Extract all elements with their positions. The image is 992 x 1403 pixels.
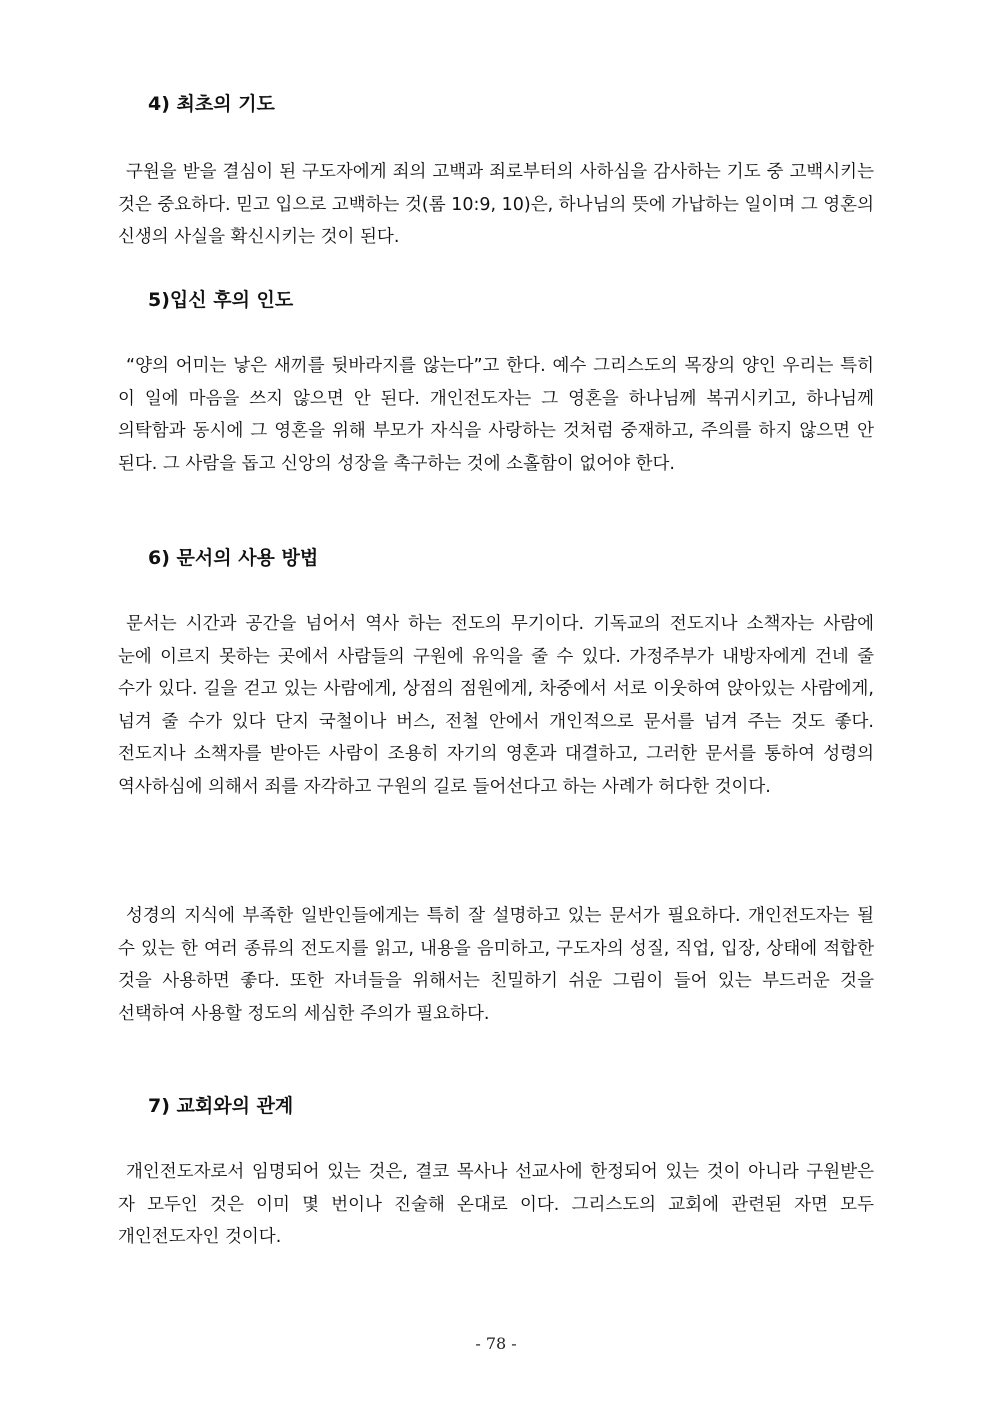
section-literature-use-body-1 <box>118 608 874 803</box>
page-number: - 78 - <box>475 1334 517 1353</box>
paragraph: 구원을 받을 결심이 된 구도자에게 죄의 고백과 죄로부터의 사하심을 감사하는 기도 중 고백시키는 것은 중요하다. 믿고 입으로 고백하는 것(롬 10:9, 10)은, 하나님의 뜻에 가납하는 일이며 그 영혼의 신생의 사실을 확신시키는 것이 된다. <box>118 162 874 247</box>
section-after-conversion <box>118 284 874 316</box>
section-literature-use <box>118 542 874 574</box>
paragraph: 개인전도자로서 임명되어 있는 것은, 결코 목사나 선교사에 한정되어 있는 것이 아니라 구원받은 자 모두인 것은 이미 몇 번이나 진술해 온대로 이다. 그리스도의 교회에 관련된 자면 모두 개인전도자인 것이다. <box>118 1162 874 1247</box>
section-church-relation-body <box>118 1156 874 1254</box>
section-first-prayer-body <box>118 156 874 254</box>
section-heading: 4) 최초의 기도 <box>148 93 275 115</box>
section-heading: 6) 문서의 사용 방법 <box>148 547 319 569</box>
section-literature-use-body-2 <box>118 900 874 1030</box>
section-heading: 5)입신 후의 인도 <box>148 289 294 311</box>
paragraph: 성경의 지식에 부족한 일반인들에게는 특히 잘 설명하고 있는 문서가 필요하다. 개인전도자는 될 수 있는 한 여러 종류의 전도지를 읽고, 내용을 음미하고, 구도자의 성질, 직업, 입장, 상태에 적합한 것을 사용하면 좋다. 또한 자녀들을 위해서는 친밀하기 쉬운 그림이 들어 있는 부드러운 것을 선택하여 사용할 정도의 세심한 주의가 필요하다. <box>118 906 874 1024</box>
paragraph: “양의 어미는 낳은 새끼를 뒷바라지를 않는다”고 한다. 예수 그리스도의 목장의 양인 우리는 특히 이 일에 마음을 쓰지 않으면 안 된다. 개인전도자는 그 영혼을 하나님께 복귀시키고, 하나님께 의탁함과 동시에 그 영혼을 위해 부모가 자식을 사랑하는 것처럼 중재하고, 주의를 하지 않으면 안 된다. 그 사람을 돕고 신앙의 성장을 촉구하는 것에 소홀함이 없어야 한다. <box>118 356 874 474</box>
section-heading: 7) 교회와의 관계 <box>148 1095 294 1117</box>
section-church-relation <box>118 1090 874 1122</box>
paragraph: 문서는 시간과 공간을 넘어서 역사 하는 전도의 무기이다. 기독교의 전도지나 소책자는 사람에 눈에 이르지 못하는 곳에서 사람들의 구원에 유익을 줄 수 있다. 가정주부가 내방자에게 건네 줄 수가 있다. 길을 걷고 있는 사람에게, 상점의 점원에게, 차중에서 서로 이웃하여 앉아있는 사람에게, 넘겨 줄 수가 있다 단지 국철이나 버스, 전철 안에서 개인적으로 문서를 넘겨 주는 것도 좋다. 전도지나 소책자를 받아든 사람이 조용히 자기의 영혼과 대결하고, 그러한 문서를 통하여 성령의 역사하심에 의해서 죄를 자각하고 구원의 길로 들어선다고 하는 사례가 허다한 것이다. <box>118 614 874 797</box>
section-after-conversion-body <box>118 350 874 480</box>
section-first-prayer <box>118 88 874 120</box>
